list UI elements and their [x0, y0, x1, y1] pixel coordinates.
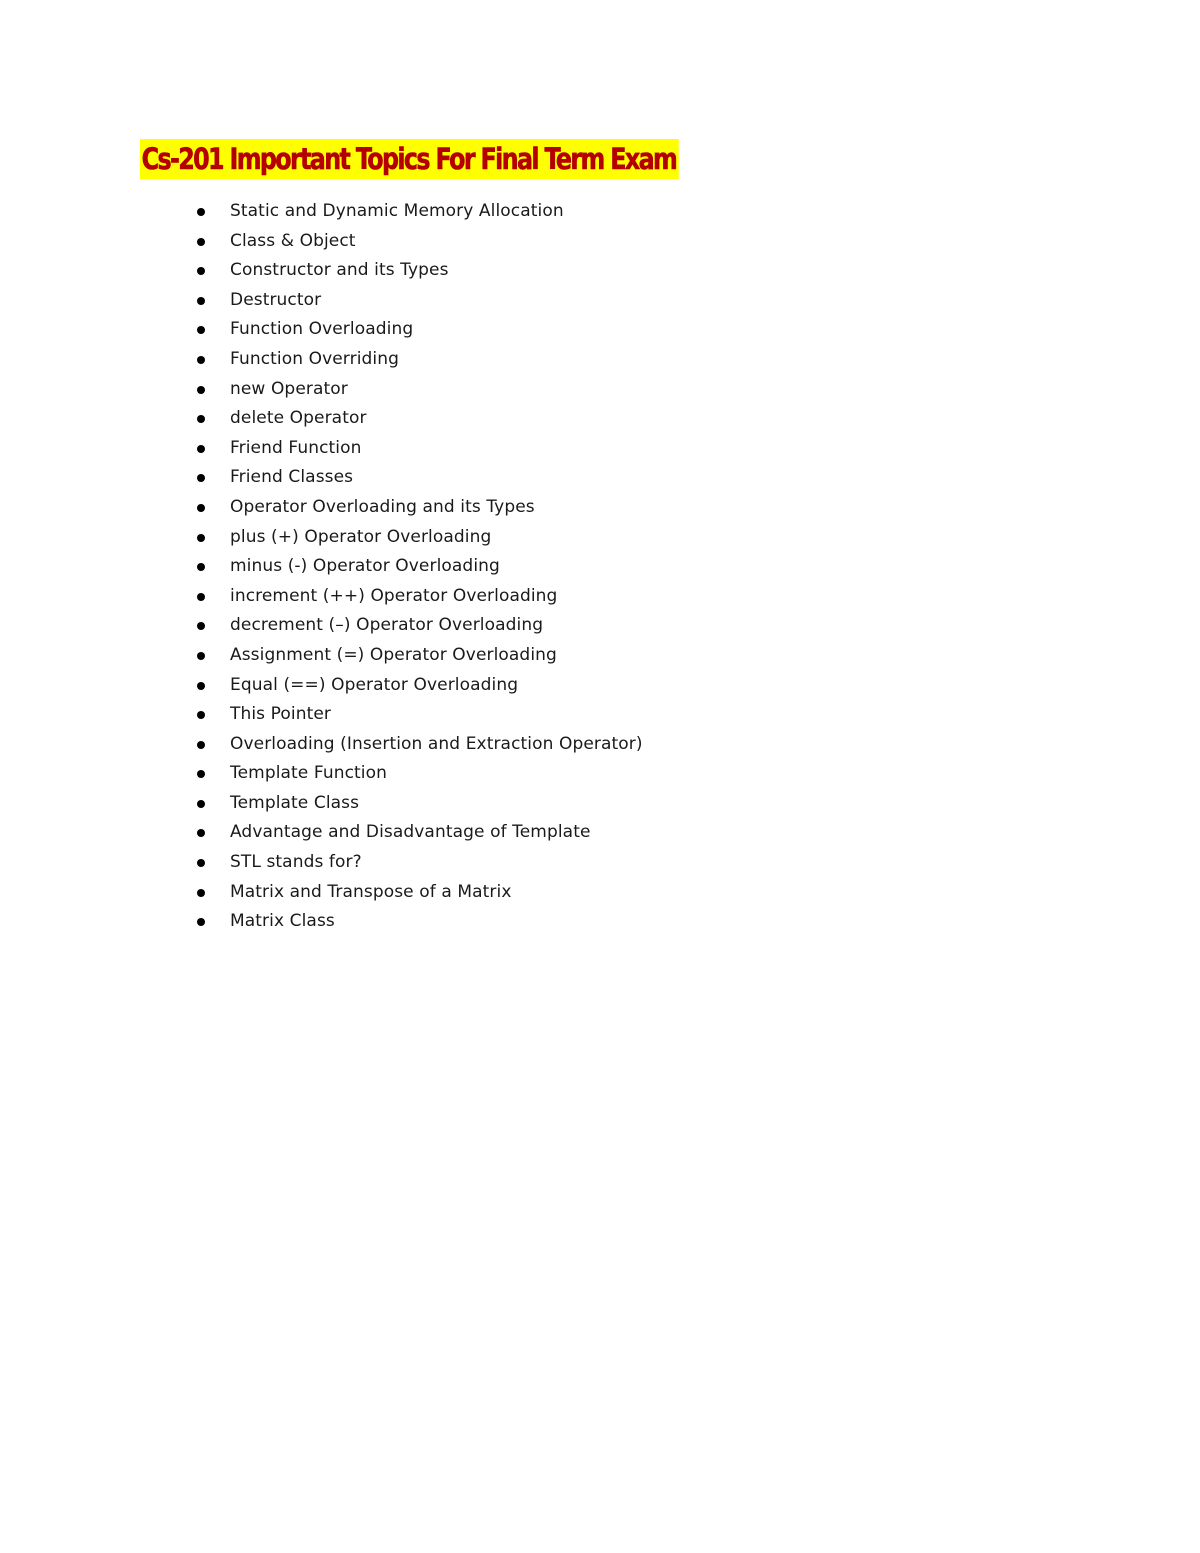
bullet-icon	[197, 889, 205, 897]
topic-text: new Operator	[230, 378, 348, 399]
title-container	[140, 139, 797, 179]
topic-text: Overloading (Insertion and Extraction Operator)	[230, 733, 643, 754]
topic-text: delete Operator	[230, 408, 367, 429]
topic-text: Assignment (=) Operator Overloading	[230, 644, 557, 665]
topic-text: Constructor and its Types	[230, 260, 449, 281]
topic-text: Advantage and Disadvantage of Template	[230, 822, 591, 843]
bullet-icon	[197, 356, 205, 364]
bullet-icon	[197, 859, 205, 867]
topic-text: This Pointer	[230, 704, 332, 725]
bullet-icon	[197, 682, 205, 690]
topic-text: decrement (–) Operator Overloading	[230, 615, 544, 636]
bullet-icon	[197, 326, 205, 334]
bullet-icon	[197, 534, 205, 542]
topic-text: Friend Function	[230, 437, 362, 458]
bullet-icon	[197, 563, 205, 571]
bullet-icon	[197, 770, 205, 778]
bullet-icon	[197, 800, 205, 808]
topic-text: minus (-) Operator Overloading	[230, 556, 500, 577]
bullet-icon	[197, 238, 205, 246]
bullet-icon	[197, 415, 205, 423]
topic-text: Function Overriding	[230, 348, 399, 369]
bullet-icon	[197, 208, 205, 216]
bullet-icon	[197, 652, 205, 660]
bullet-icon	[197, 918, 205, 926]
bullet-icon	[197, 711, 205, 719]
bullet-icon	[197, 741, 205, 749]
bullet-icon	[197, 445, 205, 453]
topic-text: STL stands for?	[230, 852, 362, 873]
topic-text: Equal (==) Operator Overloading	[230, 674, 519, 695]
topic-text: Template Class	[230, 792, 360, 813]
topic-text: Matrix and Transpose of a Matrix	[230, 881, 512, 902]
topic-text: plus (+) Operator Overloading	[230, 526, 492, 547]
document-title: Cs-201 Important Topics For Final Term Exam	[140, 139, 679, 179]
topic-text: Matrix Class	[230, 911, 335, 932]
bullet-icon	[197, 267, 205, 275]
bullet-icon	[197, 622, 205, 630]
topic-text: Function Overloading	[230, 319, 414, 340]
bullet-icon	[197, 593, 205, 601]
bullet-icon	[197, 474, 205, 482]
topic-text: increment (++) Operator Overloading	[230, 585, 558, 606]
bullet-icon	[197, 504, 205, 512]
bullet-icon	[197, 297, 205, 305]
bullet-icon	[197, 386, 205, 394]
bullet-icon	[197, 829, 205, 837]
topic-text: Static and Dynamic Memory Allocation	[230, 201, 564, 221]
topic-text: Template Function	[230, 763, 387, 784]
topic-text: Operator Overloading and its Types	[230, 496, 535, 517]
topic-text: Destructor	[230, 289, 322, 310]
topic-text: Friend Classes	[230, 467, 354, 488]
topic-text: Class & Object	[230, 230, 356, 251]
